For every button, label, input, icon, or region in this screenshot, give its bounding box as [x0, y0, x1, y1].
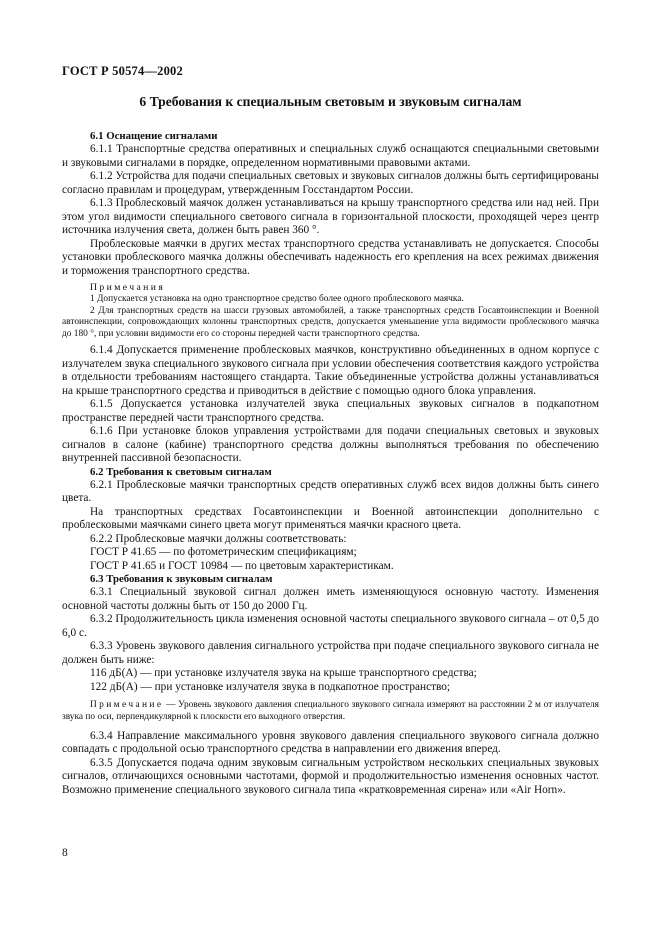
paragraph-6-1-5: 6.1.5 Допускается установка излучателей звука специальных звуковых сигналов в подкапотном пространстве передней части транспортного средства. — [62, 398, 599, 424]
subsection-title-6-3: 6.3 Требования к звуковым сигналам — [90, 573, 273, 586]
paragraph-6-3-3: 6.3.3 Уровень звукового давления сигнального устройства при подаче специального звукового сигнала не должен быть ниже: — [62, 640, 599, 666]
paragraph-6-2-2: 6.2.2 Проблесковые маячки должны соответствовать: — [90, 532, 347, 545]
subsection-title-6-2: 6.2 Требования к световым сигналам — [90, 465, 272, 478]
list-item-gost-41-65: ГОСТ Р 41.65 — по фотометрическим спецификациям; — [90, 546, 357, 559]
paragraph-6-1-3-cont: Проблесковые маячки в других местах транспортного средства устанавливать не допускается. Способы установки проблескового маячка должны обеспечивать надежность его крепления на всех режимах движения и торможения транспортного средства. — [62, 237, 599, 277]
paragraph-6-1-4: 6.1.4 Допускается применение проблесковых маячков, конструктивно объединенных в одном корпусе с излучателем звука специального звукового сигнала при условии обеспечения соответствия каждого устройства в отдельности требованиям настоящего стандарта. Такие объединенные устройства должны устанавливаться на крыше транспортного средства и приводиться в действие с помощью одного блока управления. — [62, 344, 599, 397]
note-2: 2 Для транспортных средств на шасси грузовых автомобилей, а также транспортных средств Госавтоинспекции и Военной автоинспекции, сопровождающих колонны транспортных средств, допускается уменьшение угла видимости проблескового маячка до 180 °, при условии видимости его со стороны передней части транспортного средства. — [62, 305, 599, 339]
paragraph-6-1-2: 6.1.2 Устройства для подачи специальных световых и звуковых сигналов должны быть сертифицированы согласно правилам и процедурам, утвержденным Госстандартом России. — [62, 170, 599, 196]
paragraph-6-2-1-cont: На транспортных средствах Госавтоинспекции и Военной автоинспекции дополнительно с проблесковыми маячками синего цвета могут применяться маячки красного цвета. — [62, 505, 599, 532]
notes-heading: Примечания — [90, 282, 166, 293]
paragraph-6-3-1: 6.3.1 Специальный звуковой сигнал должен иметь изменяющуюся основную частоту. Изменения основной частоты должны быть от 150 до 2000 Гц. — [62, 586, 599, 612]
subsection-title-6-1: 6.1 Оснащение сигналами — [90, 130, 218, 142]
note-label: Примечание — [90, 700, 164, 711]
document-id: ГОСТ Р 50574—2002 — [62, 64, 183, 78]
paragraph-6-2-1: 6.2.1 Проблесковые маячки транспортных средств оперативных служб всех видов должны быть синего цвета. — [62, 478, 599, 505]
list-item-gost-10984: ГОСТ Р 41.65 и ГОСТ 10984 — по цветовым характеристикам. — [90, 559, 394, 572]
list-item-116-db: 116 дБ(А) — при установке излучателя звука на крыше транспортного средства; — [90, 667, 477, 680]
note-1: 1 Допускается установка на одно транспортное средство более одного проблескового маячка. — [90, 294, 464, 304]
note-sound-pressure — [62, 700, 599, 723]
page-number: 8 — [62, 847, 68, 859]
paragraph-6-3-5: 6.3.5 Допускается подача одним звуковым сигнальным устройством нескольких специальных звуковых сигналов, отличающихся основными частотами, формой и продолжительностью изменения основных частот. Возможно применение специального звукового сигнала типа «кратковременная сирена» или «Air Horn». — [62, 756, 599, 796]
paragraph-6-1-3: 6.1.3 Проблесковый маячок должен устанавливаться на крышу транспортного средства или над ней. При этом угол видимости специального светового сигнала в горизонтальной плоскости, проходящей через центр источника излучения света, должен быть равен 360 °. — [62, 197, 599, 236]
paragraph-6-3-4: 6.3.4 Направление максимального уровня звукового давления специального звукового сигнала должно совпадать с продольной осью транспортного средства в направлении его движения вперед. — [62, 729, 599, 756]
paragraph-6-1-6: 6.1.6 При установке блоков управления устройствами для подачи специальных световых и звуковых сигналов в салоне (кабине) транспортного средства должны выполняться требования по обеспечению внутренней пассивной безопасности. — [62, 425, 599, 465]
document-body — [62, 94, 599, 797]
section-title: 6 Требования к специальным световым и звуковым сигналам — [139, 94, 522, 109]
list-item-122-db: 122 дБ(А) — при установке излучателя звука в подкапотное пространство; — [90, 680, 451, 693]
paragraph-6-3-2: 6.3.2 Продолжительность цикла изменения основной частоты специального звукового сигнала – от 0,5 до 6,0 с. — [62, 613, 599, 639]
paragraph-6-1-1: 6.1.1 Транспортные средства оперативных и специальных служб оснащаются специальными световыми и звуковыми сигналами в порядке, определенном нормативными правовыми актами. — [62, 143, 599, 169]
note-text: — Уровень звукового давления специального звукового сигнала измеряют на расстоянии 2 м от излучателя звука по оси, перпендикулярной к плоскости его выходного отверстия. — [62, 700, 599, 722]
